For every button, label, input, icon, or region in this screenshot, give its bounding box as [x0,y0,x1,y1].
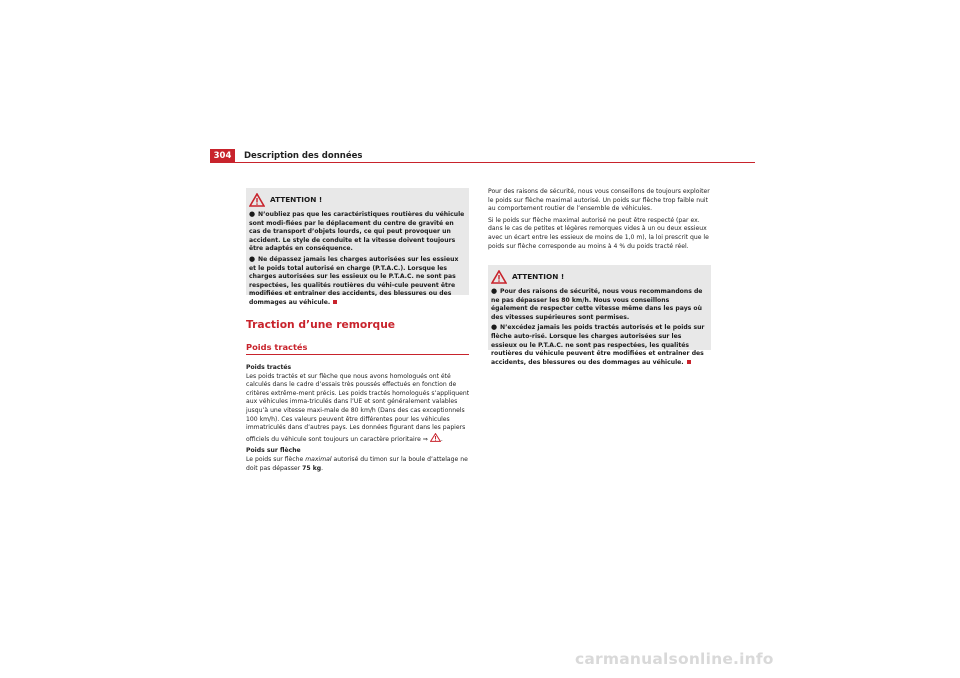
warning-item: ● N’oubliez pas que les caractéristiques routières du véhicule sont modi-fiées par le déplacement du centre de gravité en cas de transport d’objets lourds, ce qui peut provoquer un accident. Le style de conduite et la vitesse doivent toujours être adaptés en conséquence. [249,210,465,253]
paragraph: Poids tractés Les poids tractés et sur flèche que nous avons homologués ont été calculés dans le cadre d’essais très poussés effectués en fonction de critères extrême-ment précis. Les poids tractés homologués s’appliquent aux véhicules imma-triculés dans l’UE et sont généralement valables jusqu’à une vitesse maxi-male de 80 km/h (Dans des cas exceptionnels 100 km/h). Ces valeurs peuvent être différentes pour les véhicules immatriculés dans d’autres pays. Les données figurant dans les papiers officiels du véhicule sont toujours un caractère prioritaire ⇒ . [246,364,470,443]
warning-box-1 [246,188,469,306]
end-marker-icon [333,300,337,304]
paragraph: Pour des raisons de sécurité, nous vous conseillons de toujours exploiter le poids sur flèche maximal autorisé. Un poids sur flèche trop faible nuit au comportement routier de l’ensemble de véhicules. [488,188,710,213]
section-title: Traction d’une remorque [246,318,396,331]
paragraph: Poids sur flèche Le poids sur flèche maximal autorisé du timon sur la boule d’attelage ne doit pas dépasser 75 kg. [246,447,470,473]
paragraph-heading: Poids sur flèche [246,447,301,455]
page-number: 304 [210,149,235,163]
header-rule [210,162,755,163]
warning-title: ATTENTION ! [270,194,323,204]
warning-triangle-icon [491,270,507,284]
warning-header [249,190,465,210]
warning-item: ● Pour des raisons de sécurité, nous vous recommandons de ne pas dépasser les 80 km/h. Nous vous conseillons également de respecter cette vitesse même dans les pays où des vitesses supérieures sont permises. [491,287,703,321]
paragraph: Si le poids sur flèche maximal autorisé ne peut être respecté (par ex. dans le cas de petites et légères remorques vides à un ou deux essieux avec un écart entre les essieux de moins de 1,0 m), la loi prescrit que le poids sur flèche corresponde au moins à 4 % du poids tracté réel. [488,216,709,250]
warning-triangle-icon [249,193,265,207]
left-body-text [246,364,470,476]
right-body-text [488,188,712,254]
warning-box-2 [488,265,711,366]
running-header-title: Description des données [244,151,363,161]
paragraph-heading: Poids tractés [246,364,292,371]
watermark: carmanualsonline.info [575,650,774,668]
warning-item: ● Ne dépassez jamais les charges autorisées sur les essieux et le poids total autorisé en charge (P.T.A.C.). Lorsque les charges autorisées sur les essieux ou le P.T.A.C. ne sont pas respectées, les qualités routières du véhi-cule peuvent être modifiées et entraîner des accidents, des blessures ou des dommages au véhicule. [249,254,459,306]
warning-title: ATTENTION ! [512,271,565,281]
warning-item: ● N’excédez jamais les poids tractés autorisés et le poids sur flèche auto-risé. Lorsque les charges autorisées sur les essieux ou le P.T.A.C. ne sont pas respectées, les qualités routières du véhicule peuvent être modifiées et entraîner des accidents, des blessures ou des dommages au véhicule. [491,323,705,366]
warning-header [491,267,707,287]
warning-triangle-icon [430,433,441,442]
end-marker-icon [687,360,691,364]
subsection-title: Poids tractés [246,342,308,352]
subsection-rule [246,354,469,355]
